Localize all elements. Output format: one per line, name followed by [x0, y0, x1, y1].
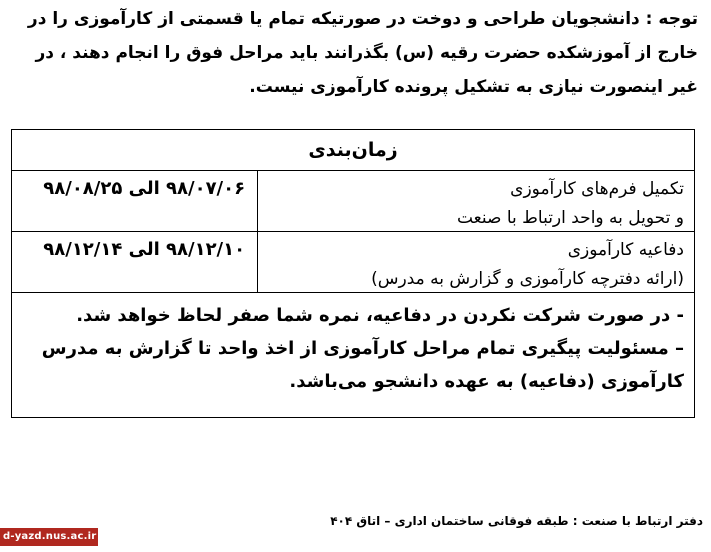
date-range: ۹۸/۱۲/۱۰ الی ۹۸/۱۲/۱۴ — [43, 239, 246, 260]
notes-line: - در صورت شرکت نکردن در دفاعیه، نمره شما صفر لحاظ خواهد شد. — [76, 305, 684, 326]
task-line: (ارائه دفترچه کارآموزی و گزارش به مدرس) — [371, 269, 684, 289]
intro-note — [8, 2, 698, 104]
notes-line: – مسئولیت پیگیری تمام مراحل کارآموزی از اخذ واحد تا گزارش به مدرس — [41, 338, 684, 359]
date-cell — [12, 232, 258, 293]
task-line: تکمیل فرم‌های کارآموزی — [510, 179, 684, 199]
notes-line: کارآموزی (دفاعیه) به عهده دانشجو می‌باشد. — [289, 371, 684, 392]
schedule-table — [11, 129, 695, 418]
note-line-3: غیر اینصورت نیازی به تشکیل پرونده کارآموزی نیست. — [249, 77, 698, 97]
table-row — [12, 232, 695, 293]
schedule-title: زمان‌بندی — [12, 130, 695, 171]
footer-office-info: دفتر ارتباط با صنعت : طبقه فوقانی ساختمان اداری – اتاق ۴۰۴ — [330, 514, 703, 528]
note-line-1: توجه : دانشجویان طراحی و دوخت در صورتیکه تمام یا قسمتی از کارآموزی را در — [27, 9, 698, 29]
task-line: و تحویل به واحد ارتباط با صنعت — [456, 208, 684, 228]
task-line: دفاعیه کارآموزی — [567, 240, 684, 260]
notes-cell — [12, 293, 695, 418]
table-row — [12, 171, 695, 232]
task-cell — [258, 171, 695, 232]
task-cell — [258, 232, 695, 293]
date-range: ۹۸/۰۷/۰۶ الی ۹۸/۰۸/۲۵ — [43, 178, 246, 199]
date-cell — [12, 171, 258, 232]
site-watermark: d-yazd.nus.ac.ir — [0, 528, 98, 546]
note-line-2: خارج از آموزشکده حضرت رقیه (س) بگذرانند باید مراحل فوق را انجام دهند ، در — [35, 43, 698, 63]
